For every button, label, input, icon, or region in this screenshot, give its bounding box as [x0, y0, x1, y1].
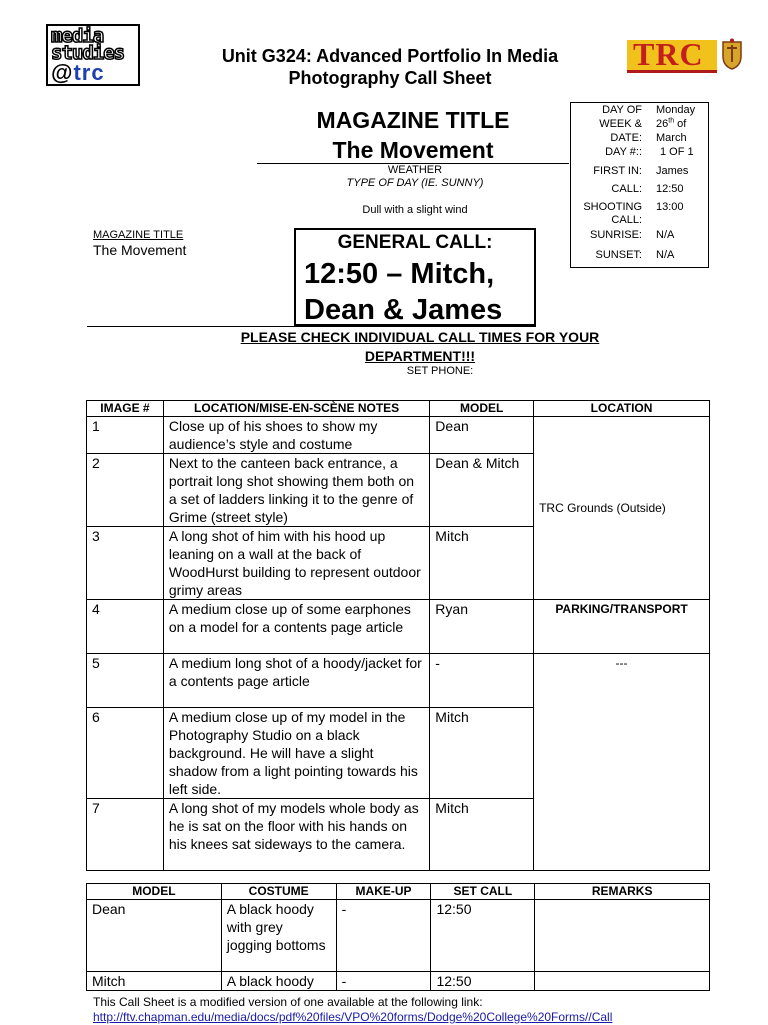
general-call-label: GENERAL CALL:: [337, 232, 493, 253]
media-studies-logo: [46, 24, 140, 86]
logo-text-at-trc: @trc: [51, 60, 105, 85]
table-row: 2 Next to the canteen back entrance, a portrait long shot showing them both on a set of ladders linking it to the genre of Grime (street style) Dean & Mitch: [87, 454, 710, 527]
table-header-row: IMAGE # LOCATION/MISE-EN-SCÈNE NOTES MODEL LOCATION: [87, 401, 710, 417]
general-call-value: 12:50 – Mitch, Dean & James: [304, 258, 503, 326]
table-header-row: MODEL COSTUME MAKE-UP SET CALL REMARKS: [87, 884, 710, 900]
table-row: 4 A medium close up of some earphones on a model for a contents page article Ryan PARKING/TRANSPORT: [87, 600, 710, 654]
parking-value: ---: [534, 654, 710, 871]
table-row: 6 A medium close up of my model in the Photography Studio on a black background. He will have a slight shadow from a light pointing towards his left side. Mitch: [87, 708, 710, 799]
weather-label: WEATHER: [387, 164, 443, 176]
shots-table: [86, 400, 710, 871]
trc-logo: [627, 38, 745, 72]
unit-title: Unit G324: Advanced Portfolio In Media Photography Call Sheet: [221, 46, 559, 88]
crest-icon: [721, 38, 743, 70]
logo-text-studies: studies: [51, 42, 125, 64]
table-row: 3 A long shot of him with his hood up leaning on a wall at the back of WoodHurst building to represent outdoor grimy areas Mitch: [87, 527, 710, 600]
weather-block: [270, 164, 560, 217]
weather-value: Dull with a slight wind: [362, 204, 468, 216]
table-row: 5 A medium long shot of a hoody/jacket for a contents page article - ---: [87, 654, 710, 708]
table-row: Dean A black hoody with grey jogging bottoms - 12:50: [87, 900, 710, 972]
weather-type-label: TYPE OF DAY (IE. SUNNY): [346, 177, 484, 189]
footer: [93, 995, 753, 1025]
source-link[interactable]: http://ftv.chapman.edu/media/docs/pdf%20files/VPO%20forms/Dodge%20College%20Forms//Call: [93, 1010, 613, 1024]
location-value: TRC Grounds (Outside): [534, 417, 710, 600]
footer-text: This Call Sheet is a modified version of one available at the following link:: [93, 995, 483, 1009]
magazine-heading: MAGAZINE TITLE The Movement: [316, 107, 510, 163]
magazine-title-left: MAGAZINE TITLE The Movement: [93, 229, 187, 258]
table-row: 1 Close up of his shoes to show my audience’s style and costume Dean TRC Grounds (Outside): [87, 417, 710, 454]
call-times-notice: PLEASE CHECK INDIVIDUAL CALL TIMES FOR YOUR DEPARTMENT!!!: [240, 329, 600, 364]
trc-logo-text: TRC: [633, 36, 704, 72]
table-row: Mitch A black hoody - 12:50: [87, 972, 710, 991]
logo-text-media: media: [51, 25, 104, 47]
table-row: 7 A long shot of my models whole body as he is sat on the floor with his hands on his knees sat sideways to the camera. Mitch: [87, 799, 710, 871]
parking-label: PARKING/TRANSPORT: [534, 600, 710, 654]
divider: [87, 326, 536, 327]
general-call-box: [294, 228, 536, 326]
set-phone-label: SET PHONE:: [406, 365, 474, 377]
costume-table: [86, 883, 710, 991]
day-info-box: DAY OF Monday WEEK & 26th of DATE: March DAY #:: 1 OF 1 FIRST IN: James CALL: 12:50 SHOOTING 13:00 CALL: SUNRISE: N/A SUNSET: N/A: [570, 102, 709, 268]
